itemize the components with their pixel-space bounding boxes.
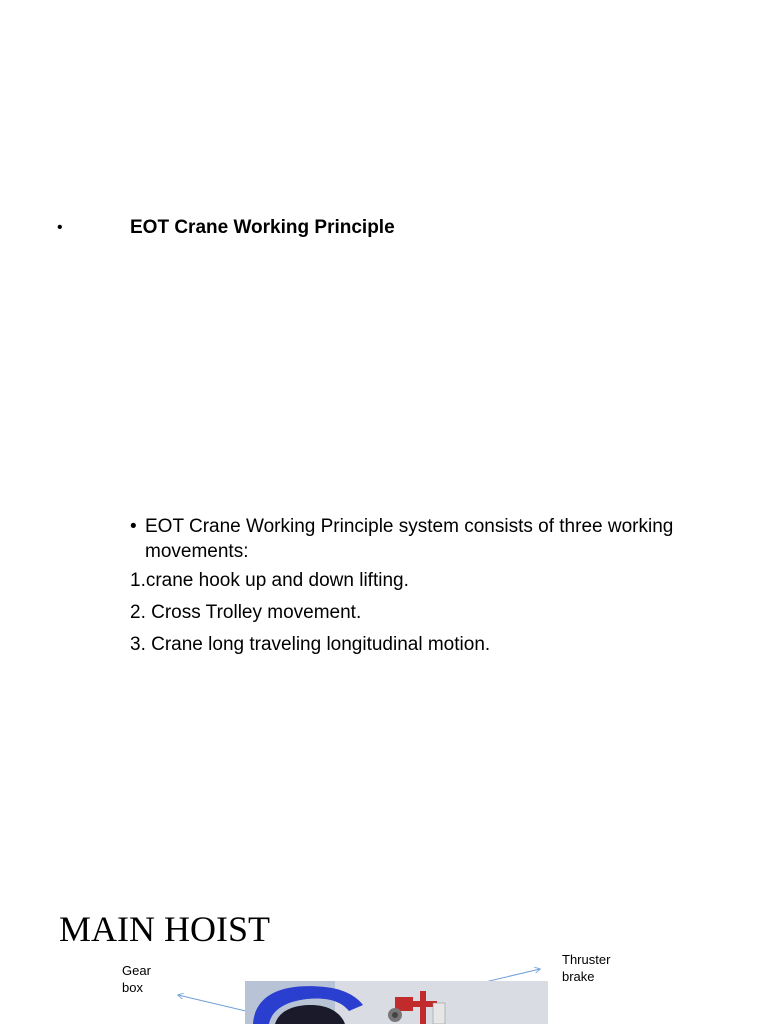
intro-text: EOT Crane Working Principle system consists of three working movements: [145,516,674,562]
slide-heading: EOT Crane Working Principle [130,217,395,238]
gear-box-label: Gear box [122,963,151,995]
main-hoist-illustration [245,981,548,1024]
bullet-dot: • [57,219,63,236]
bullet-dot: • [130,516,137,537]
main-hoist-title: MAIN HOIST [59,909,270,949]
main-hoist-image [245,981,548,1024]
movement-item-1: 1.crane hook up and down lifting. [130,570,409,591]
intro-bullet [130,514,690,564]
gear-box-arrow [178,995,250,1012]
movement-item-2: 2. Cross Trolley movement. [130,602,362,623]
movement-item-3: 3. Crane long traveling longitudinal motion. [130,634,491,655]
thruster-brake-label: Thruster brake [562,952,611,984]
working-principle-body [130,514,690,664]
